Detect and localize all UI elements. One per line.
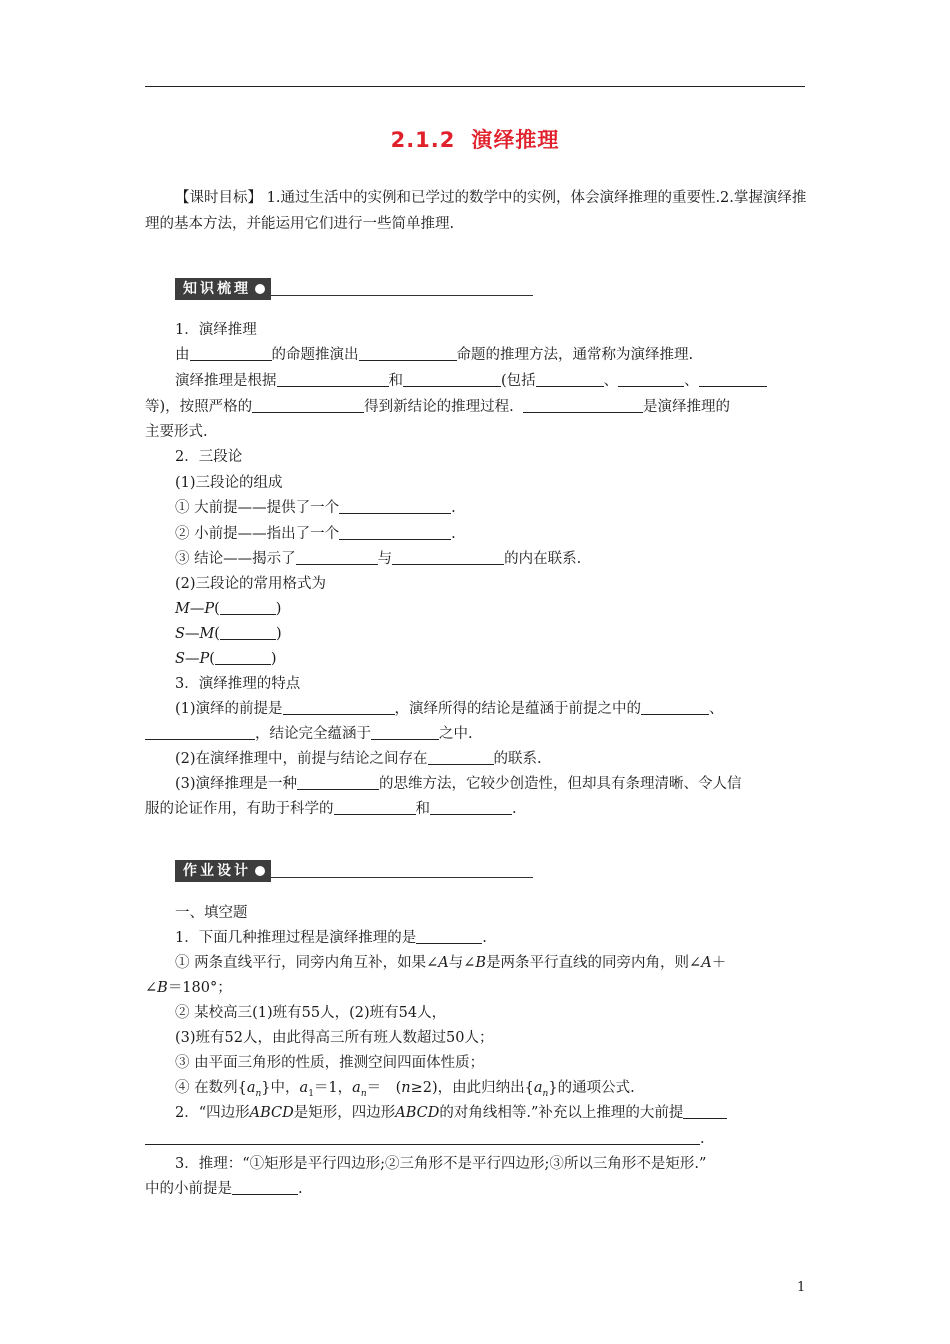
k-conclusion: ③ 结论——揭示了 与 的内在联系.	[175, 546, 807, 572]
k-sub-2: (2)三段论的常用格式为	[175, 576, 327, 592]
k-minor-premise: ② 小前提——指出了一个 .	[175, 521, 807, 547]
blank[interactable]	[359, 344, 457, 361]
hw-option-1: ① 两条直线平行，同旁内角互补，如果∠A与∠B是两条平行直线的同旁内角，则∠A＋	[175, 955, 727, 971]
blank[interactable]	[392, 548, 504, 565]
k-feature-1: (1)演绎的前提是 ，演绎所得的结论是蕴涵于前提之中的 、	[175, 696, 807, 722]
bullet-dot-icon	[255, 284, 265, 294]
lesson-goal: 【课时目标】 1.通过生活中的实例和已学过的数学中的实例，体会演绎推理的重要性.2.掌握演绎推理的基本方法，并能运用它们进行一些简单推理.	[145, 190, 807, 232]
section-label: 知识梳理	[183, 281, 251, 297]
k-line-2: 演绎推理是根据 和 (包括 、 、	[175, 368, 807, 394]
section-label: 作业设计	[183, 863, 251, 879]
blank[interactable]	[145, 723, 255, 740]
hw-question-2b: .	[145, 1126, 777, 1152]
blank[interactable]	[215, 648, 271, 665]
section-header-homework	[175, 860, 533, 882]
hw-question-3b: 中的小前提是 .	[145, 1176, 777, 1202]
blank[interactable]	[232, 1178, 298, 1195]
k-feature-3b: 服的论证作用，有助于科学的 和 .	[145, 796, 777, 822]
hw-option-4: ④ 在数列$\{a_n\}$中，$a_1=1$，$a_n=$ (n≥2)，由此归纳出$\{a_n\}$的通项公式.	[175, 1080, 635, 1099]
blank[interactable]	[618, 370, 684, 387]
bullet-dot-icon	[255, 866, 265, 876]
hw-option-2: ② 某校高三(1)班有55人，(2)班有54人，	[175, 1005, 447, 1021]
k-line-1: 由 的命题推演出 命题的推理方法，通常称为演绎推理.	[175, 342, 807, 368]
blank[interactable]	[296, 548, 378, 565]
k-heading-2: 2．三段论	[175, 449, 243, 465]
blank[interactable]	[641, 698, 709, 715]
hw-question-1: 1．下面几种推理过程是演绎推理的是 .	[175, 925, 807, 951]
hw-option-3: ③ 由平面三角形的性质，推测空间四面体性质；	[175, 1055, 485, 1071]
blank[interactable]	[283, 698, 395, 715]
section-header-knowledge	[175, 278, 533, 300]
k-major-premise: ① 大前提——提供了一个 .	[175, 495, 807, 521]
header-rule	[145, 86, 805, 87]
title-text: 演绎推理	[471, 128, 560, 152]
page-number: 1	[797, 1280, 806, 1295]
blank[interactable]	[277, 370, 389, 387]
blank[interactable]	[252, 396, 364, 413]
k-format-2: S—M( )	[175, 621, 807, 647]
blank[interactable]	[403, 370, 501, 387]
k-sub-1: (1)三段论的组成	[175, 475, 283, 491]
k-line-4: 主要形式.	[145, 424, 208, 440]
title-number: 2.1.2	[390, 128, 456, 152]
k-feature-1b: ，结论完全蕴涵于 之中.	[145, 721, 777, 747]
blank[interactable]	[371, 723, 439, 740]
blank[interactable]	[683, 1102, 727, 1119]
k-heading-3: 3．演绎推理的特点	[175, 676, 301, 692]
hw-question-2: 2．“四边形ABCD是矩形，四边形ABCD的对角线相等.”补充以上推理的大前提	[175, 1100, 807, 1126]
blank[interactable]	[523, 396, 643, 413]
blank[interactable]	[220, 598, 276, 615]
blank[interactable]	[339, 497, 451, 514]
blank[interactable]	[220, 623, 276, 640]
k-format-3: S—P( )	[175, 646, 807, 672]
k-line-3: 等)，按照严格的 得到新结论的推理过程. 是演绎推理的	[145, 394, 807, 420]
blank[interactable]	[145, 1128, 700, 1145]
blank[interactable]	[428, 748, 494, 765]
k-feature-2: (2)在演绎推理中，前提与结论之间存在 的联系.	[175, 746, 807, 772]
k-feature-3: (3)演绎推理是一种 的思维方法，它较少创造性，但却具有条理清晰、令人信	[175, 771, 807, 797]
hw-heading: 一、填空题	[175, 905, 248, 921]
k-heading-1: 1．演绎推理	[175, 322, 257, 338]
blank[interactable]	[339, 523, 451, 540]
blank[interactable]	[430, 798, 512, 815]
blank[interactable]	[297, 773, 379, 790]
hw-question-3: 3．推理：“①矩形是平行四边形;②三角形不是平行四边形;③所以三角形不是矩形.”	[175, 1156, 707, 1172]
blank[interactable]	[536, 370, 604, 387]
blank[interactable]	[416, 927, 482, 944]
k-format-1: M—P( )	[175, 596, 807, 622]
page-title	[0, 124, 950, 154]
hw-option-2b: (3)班有52人，由此得高三所有班人数超过50人；	[175, 1030, 494, 1046]
hw-option-1b: ∠B＝180°；	[145, 980, 232, 996]
blank[interactable]	[699, 370, 767, 387]
blank[interactable]	[334, 798, 416, 815]
blank[interactable]	[190, 344, 272, 361]
